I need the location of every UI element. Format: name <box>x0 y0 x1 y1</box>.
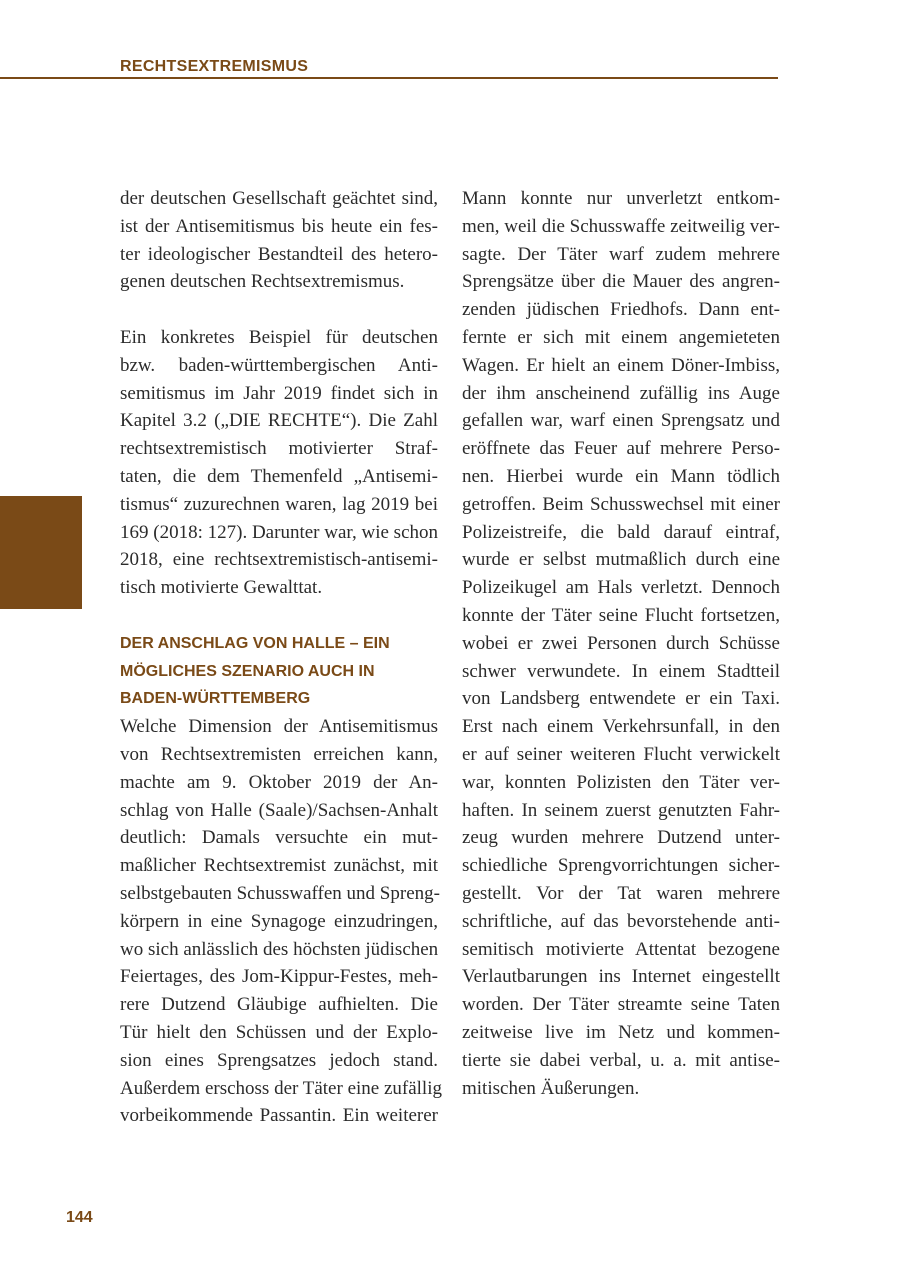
text-line: tisch motivierte Gewalttat. <box>120 577 323 599</box>
text-line: schlag von Halle (Saale)/Sachsen-Anhalt <box>120 799 438 821</box>
text-line: Kapitel 3.2 („DIE RECHTE“). Die Zahl <box>120 410 438 432</box>
section-heading-line: DER ANSCHLAG VON HALLE – EIN <box>120 634 390 652</box>
text-line: sion eines Sprengsatzes jedoch stand. <box>120 1049 438 1071</box>
text-line: von Rechtsextremisten erreichen kann, <box>120 743 438 765</box>
text-line: zeitweise live im Netz und kommen- <box>462 1021 780 1043</box>
text-line: Ein konkretes Beispiel für deutschen <box>120 326 438 348</box>
chapter-side-tab <box>0 496 82 609</box>
text-line: war, konnten Polizisten den Täter ver- <box>462 771 780 793</box>
text-line: Welche Dimension der Antisemitismus <box>120 716 438 738</box>
text-line: gefallen war, warf einen Sprengsatz und <box>462 410 780 432</box>
text-line: deutlich: Damals versuchte ein mut- <box>120 827 438 849</box>
paragraph-halle <box>120 713 442 1130</box>
text-line: Sprengsätze über die Mauer des angren- <box>462 271 780 293</box>
text-line: gestellt. Vor der Tat waren mehrere <box>462 882 780 904</box>
running-header-title: RECHTSEXTREMISMUS <box>120 58 309 75</box>
header-rule <box>0 77 778 79</box>
text-line: Feiertages, des Jom-Kippur-Festes, meh- <box>120 966 438 988</box>
text-line: genen deutschen Rechtsextremismus. <box>120 271 405 293</box>
text-line: Erst nach einem Verkehrsunfall, in den <box>462 716 780 738</box>
text-line: rere Dutzend Gläubige aufhielten. Die <box>120 994 438 1016</box>
text-line: Tür hielt den Schüssen und der Explo- <box>120 1021 438 1043</box>
text-line: ist der Antisemitismus bis heute ein fes- <box>120 215 438 237</box>
text-line: schiedliche Sprengvorrichtungen sicher- <box>462 855 780 877</box>
text-line: Mann konnte nur unverletzt entkom- <box>462 188 780 209</box>
text-line: fernte er sich mit einem angemieteten <box>462 326 780 348</box>
paragraph-halle-continued <box>462 185 780 1102</box>
text-line: der ihm anscheinend zufällig ins Auge <box>462 382 780 404</box>
text-line: körpern in eine Synagoge einzudringen, <box>120 910 438 932</box>
text-line: konnte der Täter seine Flucht fortsetzen, <box>462 604 780 626</box>
text-line: zeug wurden mehrere Dutzend unter- <box>462 827 780 849</box>
text-line: tierte sie dabei verbal, u. a. mit antise- <box>462 1049 780 1071</box>
text-line: getroffen. Beim Schusswechsel mit einer <box>462 493 780 515</box>
text-line: rechtsextremistisch motivierter Straf- <box>120 438 438 460</box>
text-line: men, weil die Schusswaffe zeitweilig ver- <box>462 215 780 237</box>
text-line: wurde er selbst mutmaßlich durch eine <box>462 549 780 571</box>
section-heading-line: BADEN-WÜRTTEMBERG <box>120 690 311 708</box>
text-line: bzw. baden-württembergischen Anti- <box>120 354 438 376</box>
text-line: er auf seiner weiteren Flucht verwickelt <box>462 743 780 765</box>
text-line: worden. Der Täter streamte seine Taten <box>462 994 780 1016</box>
text-line: 169 (2018: 127). Darunter war, wie schon <box>120 521 438 543</box>
text-line: vorbeikommende Passantin. Ein weiterer <box>120 1105 438 1127</box>
text-line: haften. In seinem zuerst genutzten Fahr- <box>462 799 780 821</box>
text-line: Polizeistreife, die bald darauf eintraf, <box>462 521 780 543</box>
right-column <box>462 185 780 1102</box>
text-line: taten, die dem Themenfeld „Antisemi- <box>120 465 438 487</box>
text-line: zenden jüdischen Friedhofs. Dann ent- <box>462 299 780 321</box>
paragraph-intro-end <box>120 185 438 296</box>
text-line: selbstgebauten Schusswaffen und Spreng- <box>120 882 440 904</box>
text-line: schriftliche, auf das bevorstehende anti- <box>462 910 780 932</box>
text-line: schwer verwundete. In einem Stadtteil <box>462 660 780 682</box>
page-number: 144 <box>66 1209 93 1226</box>
text-line: ter ideologischer Bestandteil des hetero- <box>120 243 438 265</box>
text-line: Außerdem erschoss der Täter eine zufällig <box>120 1077 442 1099</box>
text-line: eröffnete das Feuer auf mehrere Perso- <box>462 438 780 460</box>
left-column <box>120 185 442 1130</box>
text-line: Wagen. Er hielt an einem Döner-Imbiss, <box>462 354 780 376</box>
text-line: machte am 9. Oktober 2019 der An- <box>120 771 438 793</box>
paragraph-example <box>120 324 438 602</box>
text-line: Verlautbarungen ins Internet eingestellt <box>462 966 780 988</box>
text-line: semitisch motivierte Attentat bezogene <box>462 938 780 960</box>
text-line: Polizeikugel am Hals verletzt. Dennoch <box>462 577 780 599</box>
text-line: von Landsberg entwendete er ein Taxi. <box>462 688 780 710</box>
section-heading-line: MÖGLICHES SZENARIO AUCH IN <box>120 662 375 680</box>
text-line: nen. Hierbei wurde ein Mann tödlich <box>462 465 780 487</box>
text-line: tismus“ zuzurechnen waren, lag 2019 bei <box>120 493 438 515</box>
text-line: wo sich anlässlich des höchsten jüdischen <box>120 938 439 960</box>
text-line: der deutschen Gesellschaft geächtet sind, <box>120 188 438 209</box>
text-line: maßlicher Rechtsextremist zunächst, mit <box>120 855 438 877</box>
text-line: wobei er zwei Personen durch Schüsse <box>462 632 780 654</box>
text-line: sagte. Der Täter warf zudem mehrere <box>462 243 780 265</box>
text-line: 2018, eine rechtsextremistisch-antisemi- <box>120 549 438 571</box>
text-line: semitismus im Jahr 2019 findet sich in <box>120 382 438 404</box>
text-line: mitischen Äußerungen. <box>462 1077 640 1099</box>
section-heading <box>120 630 438 713</box>
